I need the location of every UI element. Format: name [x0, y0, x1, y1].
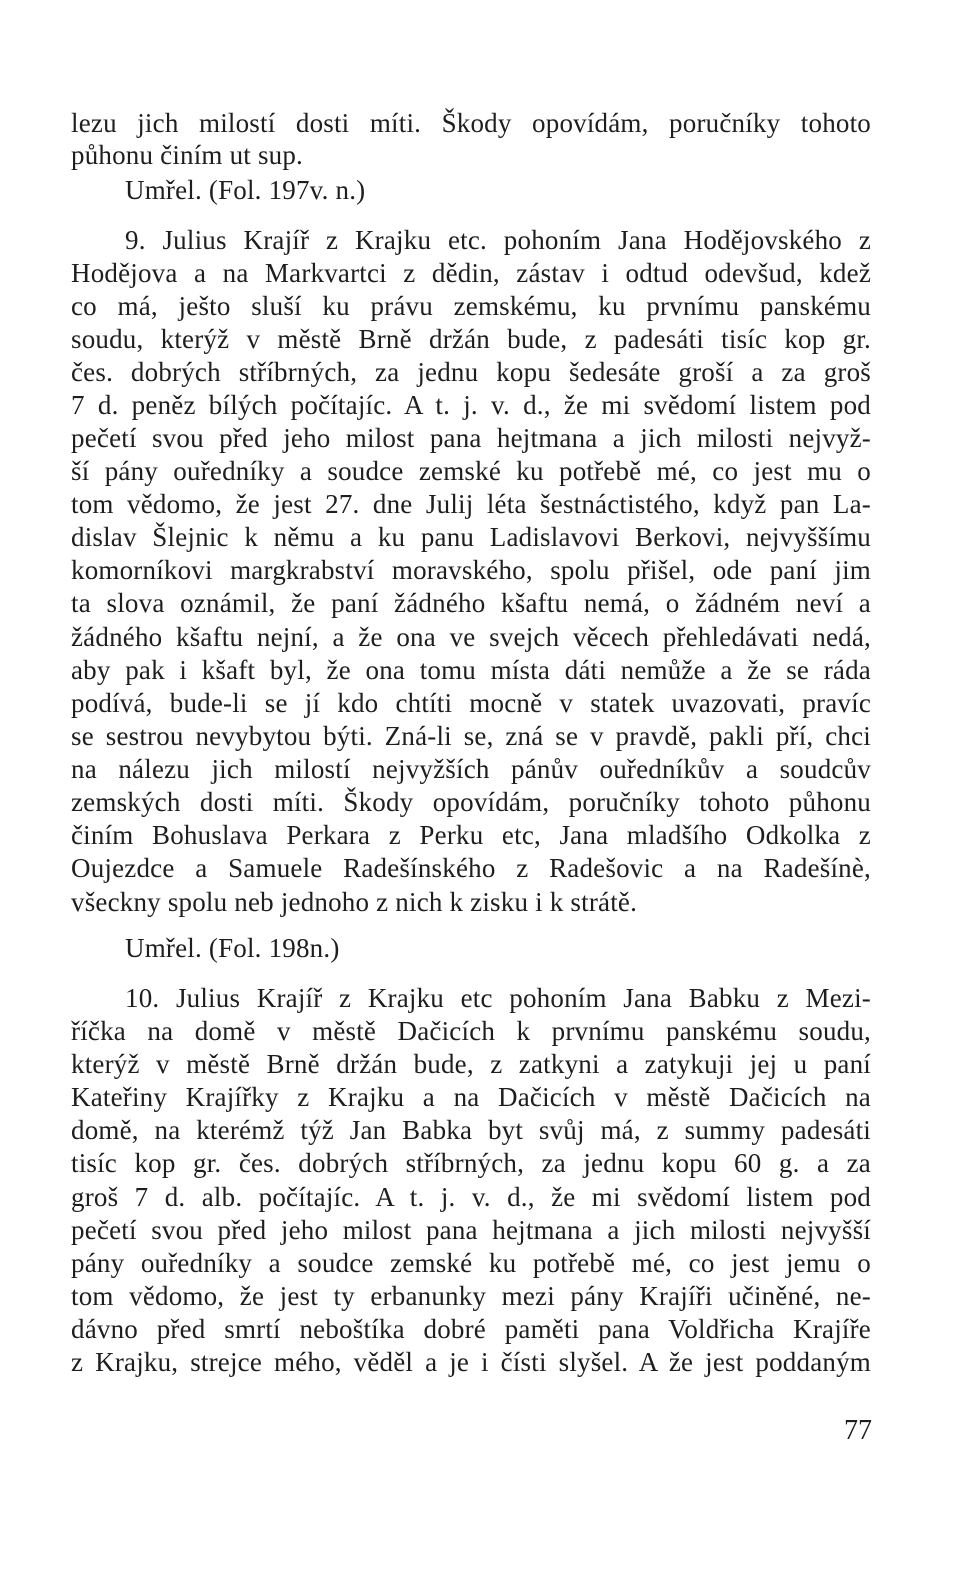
text-line: pány ouředníky a soudce zemské ku potřebě mé, co jest jemu o: [71, 1248, 871, 1278]
text-line: kterýž v městě Brně držán bude, z zatkyni a zatykuji jej u paní: [71, 1049, 871, 1079]
text-line: komorníkovi margkrabství moravského, spolu přišel, ode paní jim: [71, 555, 871, 585]
text-line: ta slova oznámil, že paní žádného kšaftu nemá, o žádném neví a: [71, 588, 871, 618]
page-number: 77: [844, 1415, 872, 1446]
text-line: půhonu činím ut sup.: [71, 140, 303, 170]
text-line: Hodějova a na Markvartci z dědin, zástav i odtud odevšud, kdež: [71, 258, 871, 288]
text-line: z Krajku, strejce mého, věděl a je i čísti slyšel. A že jest poddaným: [71, 1347, 871, 1377]
text-line: ší pány ouředníky a soudce zemské ku potřebě mé, co jest mu o: [71, 456, 871, 486]
text-line: 10. Julius Krajíř z Krajku etc pohoním Jana Babku z Mezi-: [125, 983, 871, 1013]
text-line: činím Bohuslava Perkara z Perku etc, Jana mladšího Odkolka z: [71, 820, 871, 850]
section-heading: Umřel. (Fol. 197v. n.): [125, 175, 366, 205]
text-line: soudu, kterýž v městě Brně držán bude, z padesáti tisíc kop gr.: [71, 324, 871, 354]
text-line: tisíc kop gr. čes. dobrých stříbrných, za jednu kopu 60 g. a za: [71, 1148, 871, 1178]
text-line: 7 d. peněz bílých počítajíc. A t. j. v. d., že mi svědomí listem pod: [71, 390, 871, 420]
text-line: pečetí svou před jeho milost pana hejtmana a jich milosti nejvyž-: [71, 423, 871, 453]
text-line: žádného kšaftu nejní, a že ona ve svejch věcech přehledávati nedá,: [71, 622, 871, 652]
text-line: pečetí svou před jeho milost pana hejtmana a jich milosti nejvyšší: [71, 1215, 871, 1245]
text-line: aby pak i kšaft byl, že ona tomu místa dáti nemůže a že se ráda: [71, 655, 871, 685]
section-heading: Umřel. (Fol. 198n.): [125, 933, 340, 963]
text-line: dávno před smrtí neboštíka dobré paměti pana Voldřicha Krajíře: [71, 1314, 871, 1344]
text-line: dislav Šlejnic k němu a ku panu Ladislavovi Berkovi, nejvyššímu: [71, 522, 871, 552]
text-line: zemských dosti míti. Škody opovídám, poručníky tohoto půhonu: [71, 787, 871, 817]
text-line: podívá, bude-li se jí kdo chtíti mocně v statek uvazovati, pravíc: [71, 688, 871, 718]
text-line: co má, ješto sluší ku právu zemskému, ku prvnímu panskému: [71, 291, 871, 321]
text-line: Kateřiny Krajířky z Krajku a na Dačicích v městě Dačicích na: [71, 1082, 871, 1112]
text-line: domě, na kterémž týž Jan Babka byt svůj má, z summy padesáti: [71, 1115, 871, 1145]
text-line: lezu jich milostí dosti míti. Škody opovídám, poručníky tohoto: [71, 108, 871, 138]
text-line: na nálezu jich milostí nejvyžších pánův ouředníkův a soudcův: [71, 754, 871, 784]
text-line: čes. dobrých stříbrných, za jednu kopu šedesáte groší a za groš: [71, 357, 871, 387]
text-line: se sestrou nevybytou býti. Zná-li se, zná se v pravdě, pakli pří, chci: [71, 721, 871, 751]
text-line: 9. Julius Krajíř z Krajku etc. pohoním Jana Hodějovského z: [125, 225, 871, 255]
text-line: groš 7 d. alb. počítajíc. A t. j. v. d., že mi svědomí listem pod: [71, 1182, 871, 1212]
text-line: tom vědomo, že jest ty erbanunky mezi pány Krajíři učiněné, ne-: [71, 1281, 871, 1311]
text-line: Oujezdce a Samuele Radešínského z Radešovic a na Radešínè,: [71, 853, 871, 883]
text-line: všeckny spolu neb jednoho z nich k zisku i k strátě.: [71, 887, 638, 917]
text-line: říčka na domě v městě Dačicích k prvnímu panskému soudu,: [71, 1016, 871, 1046]
text-line: tom vědomo, že jest 27. dne Julij léta šestnáctistého, když pan La-: [71, 489, 871, 519]
